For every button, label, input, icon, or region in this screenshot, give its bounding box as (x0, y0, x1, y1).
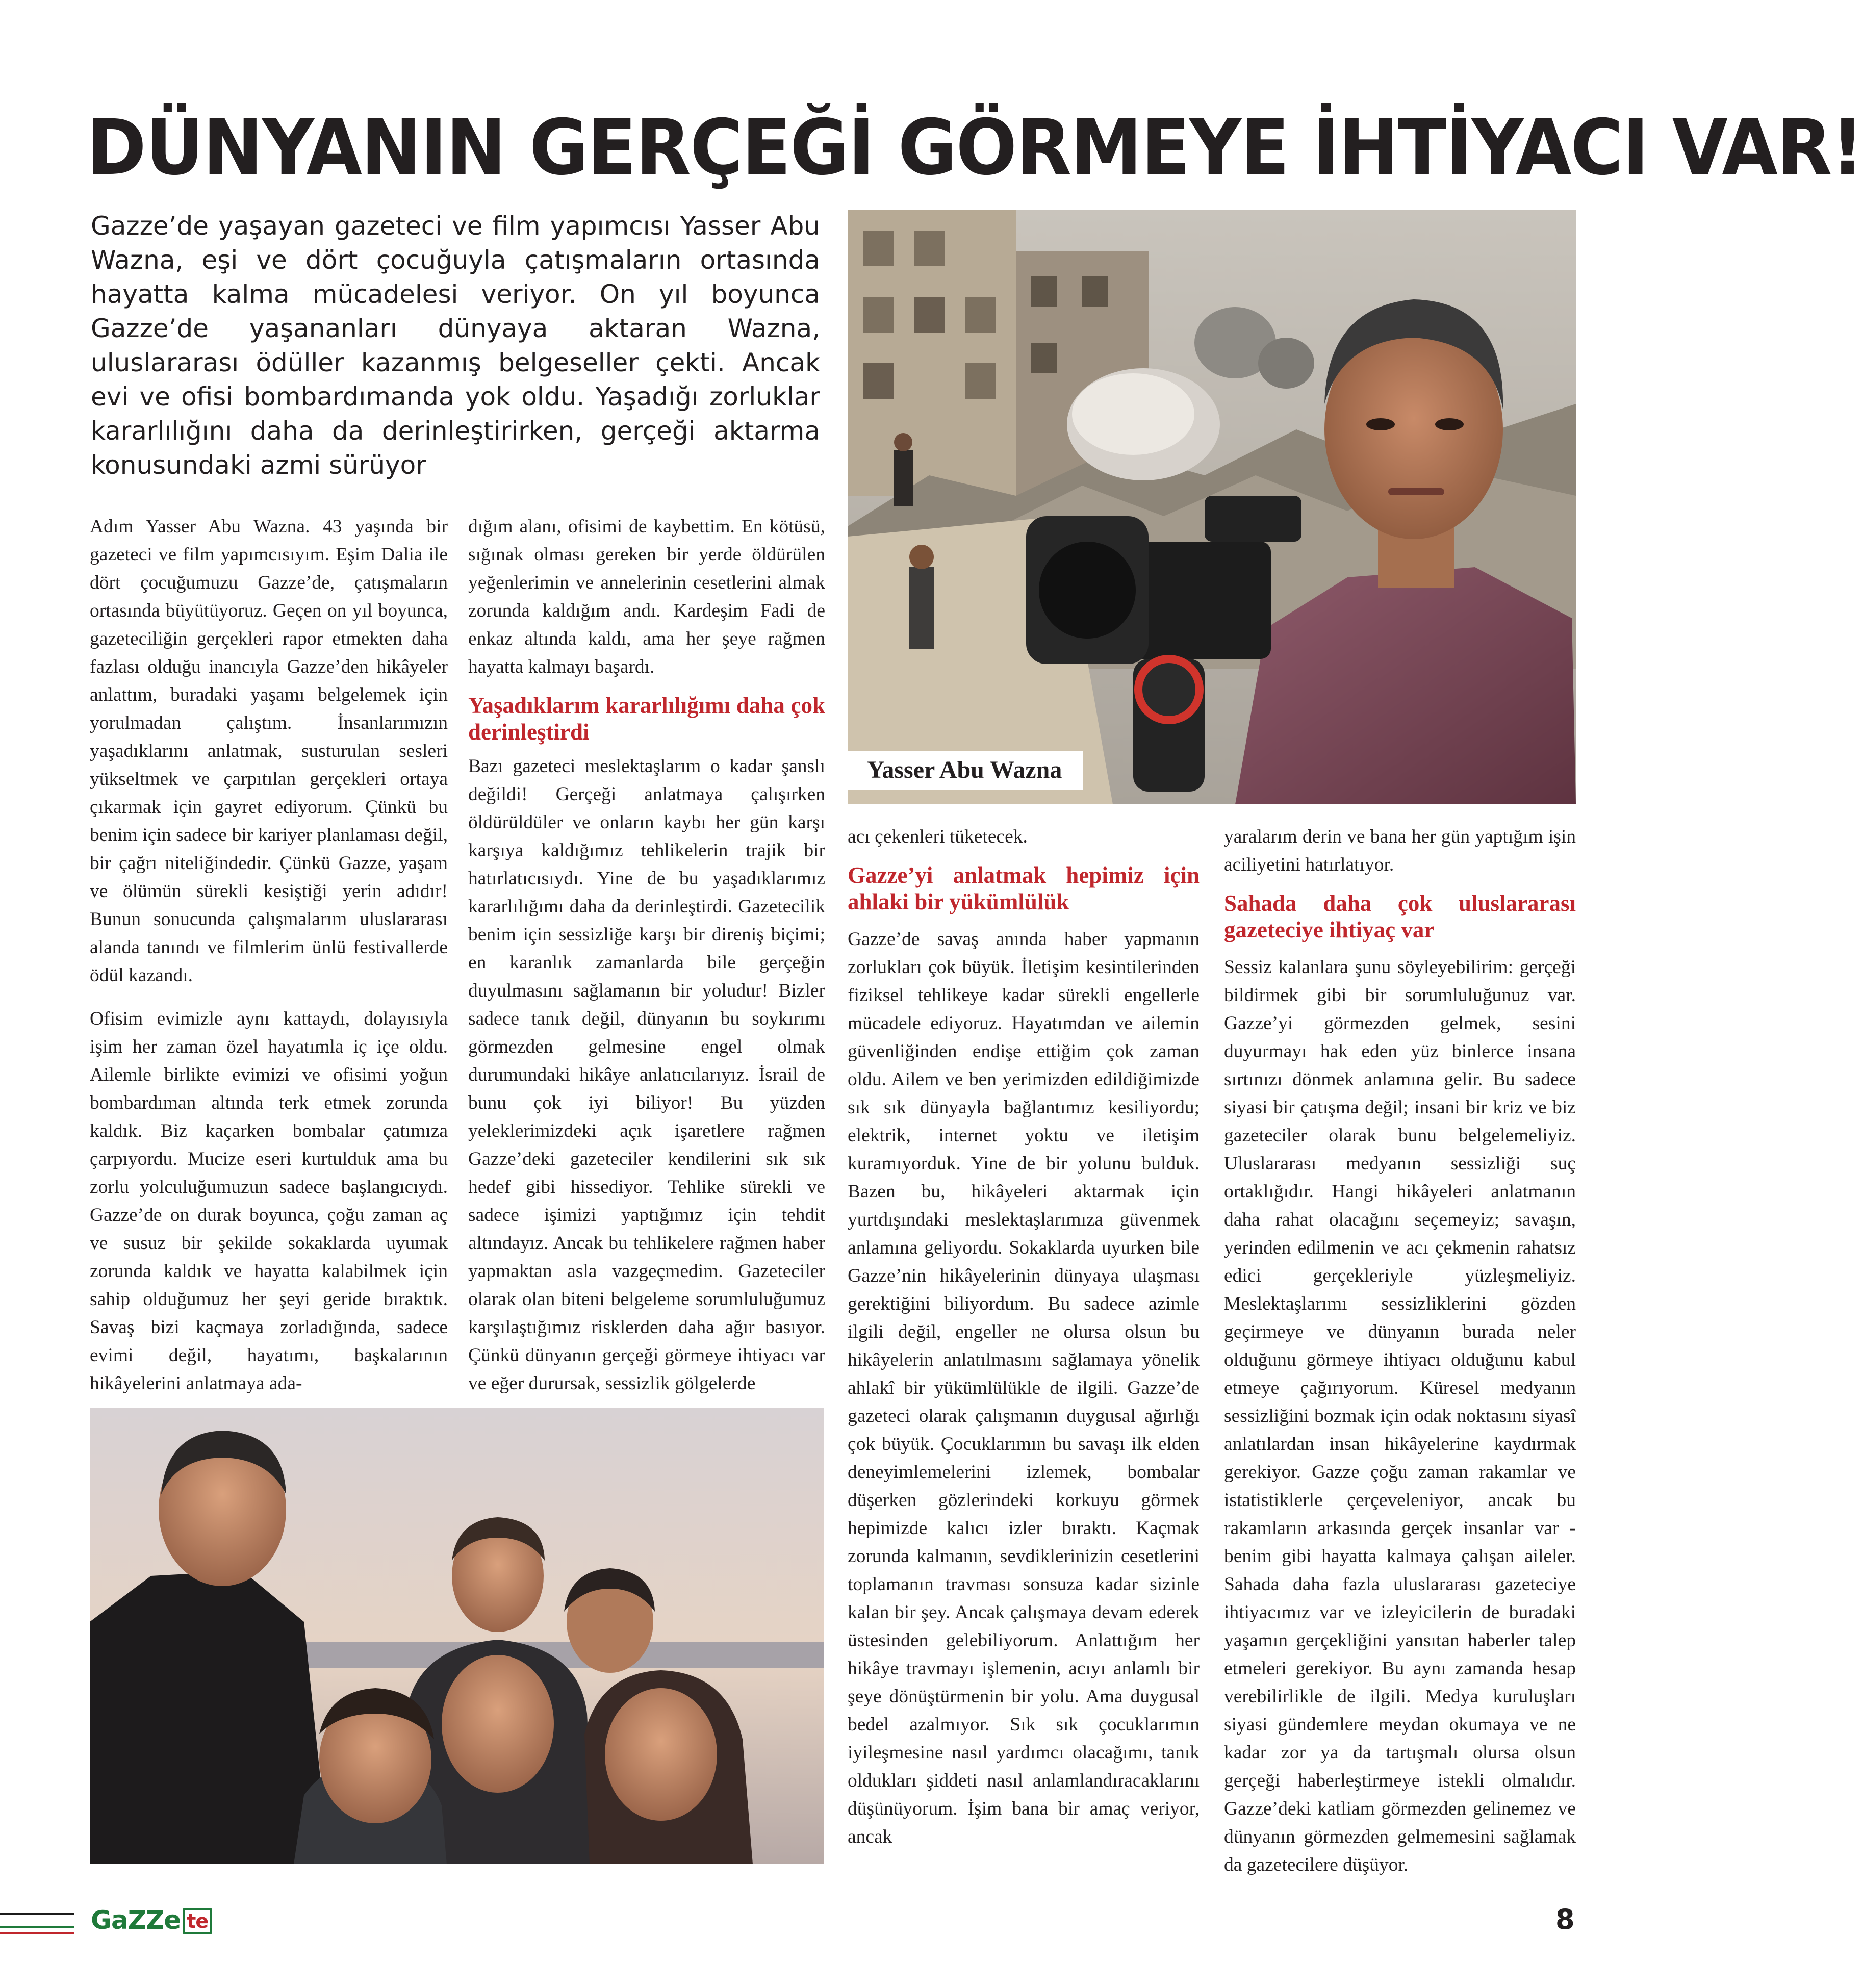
article-column-3 (848, 823, 1200, 1851)
column4-body: Sessiz kalanlara şunu söyleyebilirim: gerçeği bildirmek gibi bir sorumluluğunuz var. Gazze’yi görmezden gelmek, sesini duyurmayı hak eden yüz binlerce insana sırtınızı dönmek anlamına gelir. Bu sadece siyasi bir çatışma değil; insani bir kriz ve biz gazeteciler olarak bunu belgelemeliyiz. Uluslararası medyanın sessizliği suç ortaklığıdır. Hangi hikâyeleri anlatmanın daha rahat olacağını seçemeyiz; savaşın, yerinden edilmenin ve acı çekmenin rahatsız edici gerçekleriyle yüzleşmeliyiz. Meslektaşlarımı sessizliklerini gözden geçirmeye ve dünyanın burada neler olduğunu görmeye ihtiyacı olduğunu kabul etmeye çağırıyorum. Küresel medyanın sessizliğini bozmak için odak noktasını siyasî anlatılardan insan hikâyelerine kaydırmak gerekiyor. Gazze çoğu zaman rakamlar ve istatistiklerle çerçeveleniyor, ancak bu rakamların arkasında gerçek insanlar var - benim gibi hayatta kalmaya çalışan aileler. Sahada daha fazla uluslararası gazeteciye ihtiyacımız var ve izleyicilerin de buradaki yaşamın gerçekliğini yansıtan haberler talep etmeleri gerekiyor. Bu aynı zamanda hesap verebilirlikle de ilgili. Medya kuruluşları siyasi gündemlere meydan okumaya ve ne kadar zor ya da tartışmalı olursa olsun gerçeği haberleştirmeye istekli olmalıdır. Gazze’deki katliam görmezden gelinemez ve dünyanın görmezden gelmemesini sağlamak da gazetecilere düşüyor. (1224, 957, 1576, 1875)
page-number: 8 (1555, 1903, 1575, 1935)
lede-paragraph: Gazze’de yaşayan gazeteci ve film yapımcısı Yasser Abu Wazna, eşi ve dört çocuğuyla çatışmaların ortasında hayatta kalma mücadelesi veriyor. On yıl boyunca Gazze’de yaşananları dünyaya aktaran Wazna, uluslararası ödüller kazanmış belgeseller çekti. Ancak evi ve ofisi bombardımanda yok oldu. Yaşadığı zorluklar kararlılığını daha da derinleştirirken, gerçeği aktarma konusundaki azmi sürüyor (91, 211, 820, 480)
column4-intro: yaralarım derin ve bana her gün yaptığım işin aciliyetini hatırlatıyor. (1224, 826, 1576, 875)
article-column-1 (90, 513, 448, 1397)
column3-body: Gazze’de savaş anında haber yapmanın zorlukları çok büyük. İletişim kesintilerinden fiziksel tehlikeye kadar sürekli engellerle mücadele ediyoruz. Hayatımdan ve ailemin güvenliğinden endişe ettiğim çok zaman oldu. Ailem ve ben yerimizden edildiğimizde sık sık dünyayla bağlantımız kesiliyordu; elektrik, internet yoktu ve iletişim kuramıyorduk. Yine de bir yolunu bulduk. Bazen bu, hikâyeleri aktarmak için yurtdışındaki meslektaşlarımıza güvenmek anlamına geliyordu. Sokaklarda uyurken bile Gazze’nin hikâyelerinin dünyaya ulaşması gerektiğini biliyordum. Bu sadece azimle ilgili değil, engeller ne olursa olsun bu hikâyelerin anlatılmasını sağlamaya yönelik ahlakî bir yükümlülükle de ilgili. Gazze’de gazeteci olarak çalışmanın duygusal ağırlığı çok büyük. Çocuklarımın bu savaşı ilk elden deneyimlemelerini izlemek, bombalar düşerken gözlerindeki korkuyu görmek hepimizde kalıcı izler bıraktı. Kaçmak zorunda kalmanın, sevdiklerinizin cesetlerini toplamanın travması sonsuza kadar sizinle kalan bir şey. Ancak çalışmaya devam ederek üstesinden gelebiliyorum. Anlattığım her hikâye travmayı işlemenin, acıyı anlamlı bir şeye dönüştürmenin bir yolu. Ama duygusal bedel azalmıyor. Sık sık çocuklarımın iyileşmesine nasıl yardımcı olacağımı, tanık oldukları şiddeti nasıl anlamlandıracaklarını düşünüyorum. İşim bana bir amaç veriyor, ancak (848, 929, 1200, 1847)
article-column-2 (468, 513, 825, 1397)
gazzete-logo (91, 1905, 212, 1935)
column1-paragraph-1: Adım Yasser Abu Wazna. 43 yaşında bir gazeteci ve film yapımcısıyım. Eşim Dalia ile dört çocuğumuzu Gazze’de, çatışmaların ortasında büyütüyoruz. Geçen on yıl boyunca, gazeteciliğin gerçekleri rapor etmekten daha fazlası olduğu inancıyla Gazze’den hikâyeler anlattım, buradaki yaşamı belgelemek için yorulmadan çalıştım. İnsanlarımızın yaşadıklarını anlatmak, susturulan sesleri yükseltmek ve çarpıtılan gerçekleri ortaya çıkarmak için gayret ediyorum. Çünkü bu benim için sadece bir kariyer planlaması değil, bir çağrı niteliğindedir. Çünkü Gazze, yaşam ve ölümün sürekli kesiştiği yerin adıdır! Bunun sonucunda çalışmalarım uluslararası alanda tanındı ve filmlerim ünlü festivallerde ödül kazandı. (90, 516, 448, 986)
column2-intro: dığım alanı, ofisimi de kaybettim. En kötüsü, sığınak olması gereken bir yerde öldürülen yeğenlerimin ve annelerinin cesetlerini almak zorunda kaldığım andı. Kardeşim Fadi de enkaz altında kaldı, ama her şeye rağmen hayatta kalmayı başardı. (468, 516, 825, 677)
column1-paragraph-2: Ofisim evimizle aynı kattaydı, dolayısıyla işim her zaman özel hayatımla iç içe oldu. Ailemle birlikte evimizi ve ofisimi yoğun bombardıman altında terk etmek zorunda kaldık. Biz kaçarken bombalar çatımıza çarpıyordu. Mucize eseri kurtulduk ama bu zorlu yolculuğumuzun sadece başlangıcıydı. Gazze’de on durak boyunca, çoğu zaman aç ve susuz bir şekilde sokaklarda uyumak zorunda kaldık ve hayatta kalabilmek için sahip olduğumuz her şeyi geride bıraktık. Savaş bizi kaçmaya zorladığında, sadece evimi değil, hayatımı, başkalarının hikâyelerini anlatmaya ada- (90, 1008, 448, 1394)
subheading-international-journalists: Sahada daha çok uluslararası gazeteciye ihtiyaç var (1224, 890, 1576, 942)
logo-suffix-text: te (183, 1908, 212, 1934)
portrait-photo (848, 210, 1576, 804)
footer-flag-stripes (0, 1913, 74, 1938)
column3-intro: acı çekenleri tüketecek. (848, 826, 1028, 847)
subheading-determination: Yaşadıklarım kararlılığımı daha çok derinleştirdi (468, 693, 825, 745)
subheading-moral-duty: Gazze’yi anlatmak hepimiz için ahlaki bir yükümlülük (848, 862, 1200, 914)
column2-body: Bazı gazeteci meslektaşlarım o kadar şanslı değildi! Gerçeği anlatmaya çalışırken öldürüldüler ve onların kaybı her gün karşı karşıya kaldığımız tehlikelerin trajik bir hatırlatıcısıydı. Yine de bu yaşadıklarımız kararlılığımı daha da derinleştirdi. Gazetecilik benim için sessizliğe karşı bir direniş biçimi; en karanlık zamanlarda bile gerçeğin duyulmasını sağlamanın bir yoludur! Bizler sadece tanık değil, dünyanın bu soykırımı görmezden gelmesine engel olmak durumundaki hikâye anlatıcılarıyız. İsrail de bunu çok iyi biliyor! Bu yüzden yeleklerimizdeki açık işaretlere rağmen Gazze’deki gazeteciler kendilerini sık sık hedef gibi hissediyor. Tehlike sürekli ve sadece işimizi yaptığımız için tehdit altındayız. Ancak bu tehlikelere rağmen haber yapmaktan asla vazgeçmedim. Gazeteciler olarak olan biteni belgeleme sorumluluğumuz karşılaştığımız risklerden daha ağır basıyor. Çünkü dünyanın gerçeği görmeye ihtiyacı var ve eğer durursak, sessizlik gölgelerde (468, 756, 825, 1394)
article-column-4 (1224, 823, 1576, 1879)
headline: DÜNYANIN GERÇEĞİ GÖRMEYE İHTİYACI VAR! (87, 104, 1863, 192)
logo-main-text: GaZZe (91, 1905, 181, 1935)
family-photo (90, 1408, 824, 1864)
photo-caption: Yasser Abu Wazna (848, 751, 1083, 790)
